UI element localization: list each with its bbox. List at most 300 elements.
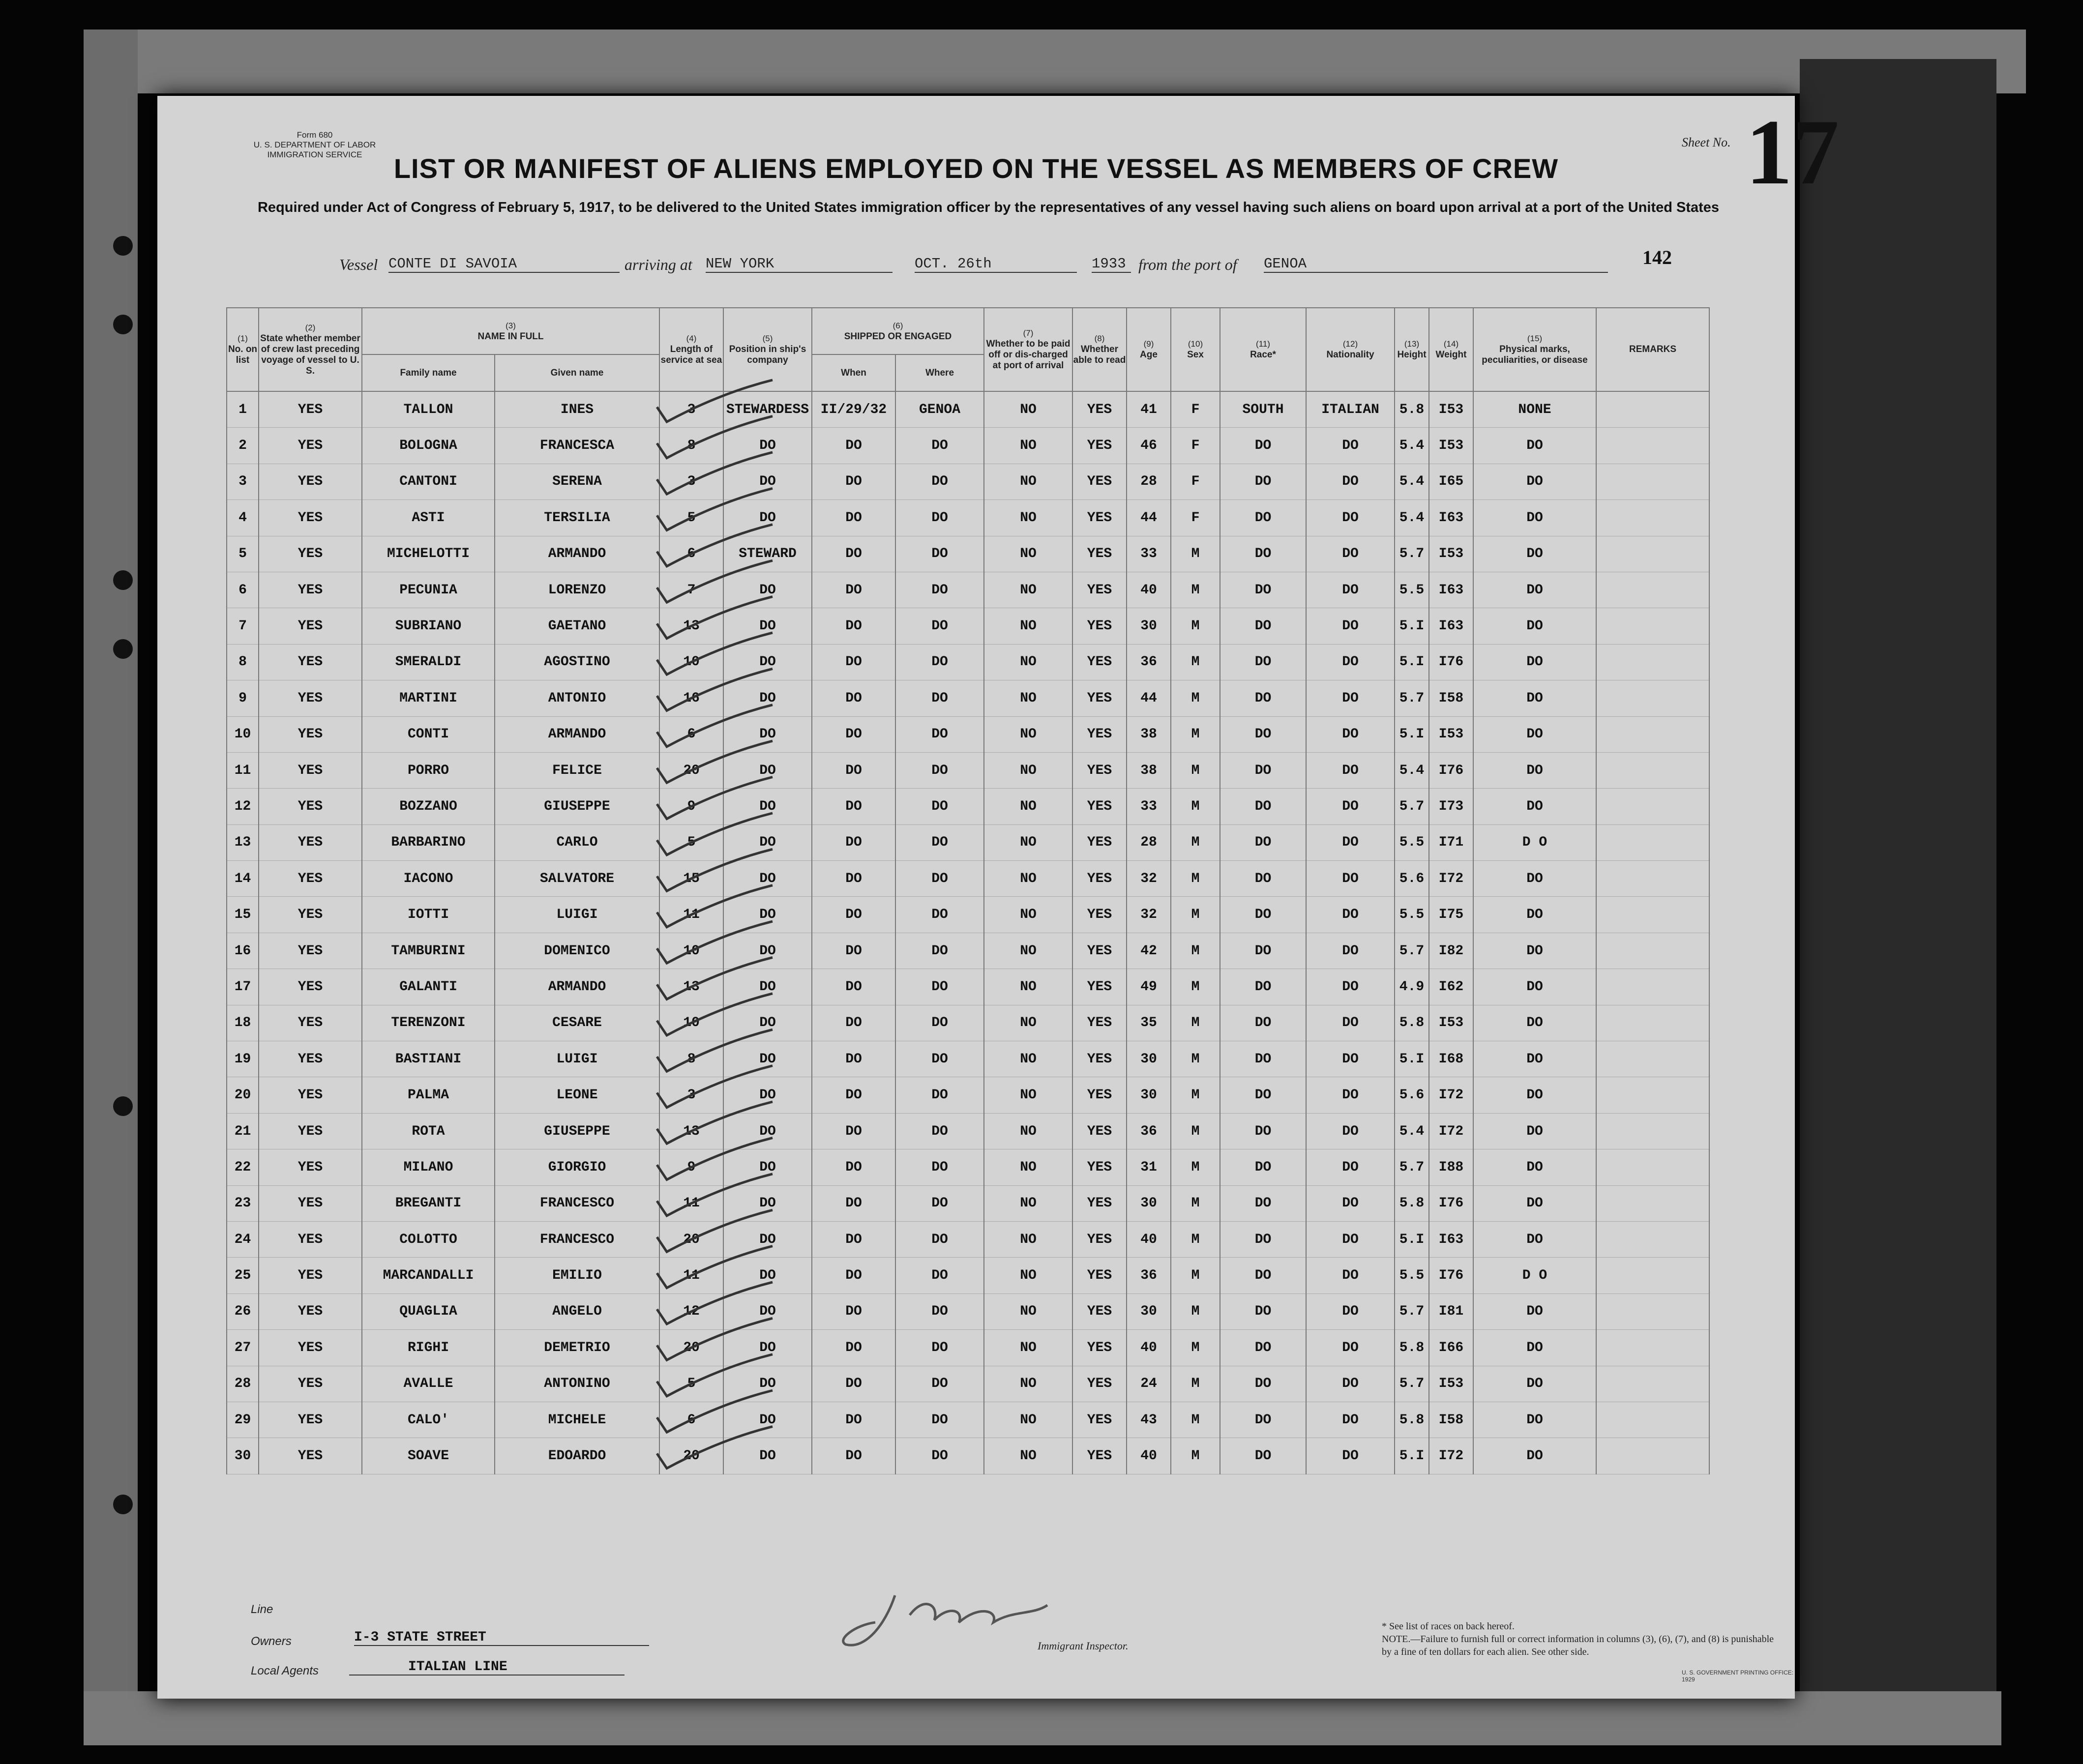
cell-nationality: DO — [1306, 464, 1395, 500]
cell-crew: YES — [259, 1221, 362, 1257]
cell-family: CALO' — [362, 1402, 495, 1438]
cell-weight: I88 — [1429, 1149, 1473, 1185]
cell-sex: M — [1171, 1149, 1220, 1185]
cell-height: 5.7 — [1395, 536, 1429, 572]
cell-race: DO — [1220, 1041, 1306, 1077]
cell-crew: YES — [259, 861, 362, 897]
cell-race: DO — [1220, 572, 1306, 608]
cell-paid: NO — [984, 500, 1072, 536]
cell-read: YES — [1072, 464, 1127, 500]
cell-read: YES — [1072, 1077, 1127, 1113]
cell-sex: M — [1171, 1366, 1220, 1402]
cell-crew: YES — [259, 1041, 362, 1077]
cell-age: 28 — [1127, 464, 1171, 500]
form-number: Form 680 — [297, 130, 333, 140]
cell-family: QUAGLIA — [362, 1294, 495, 1329]
cell-when: DO — [812, 680, 895, 716]
check-mark — [657, 1390, 773, 1432]
cell-given: ANTONINO — [495, 1366, 659, 1402]
cell-paid: NO — [984, 536, 1072, 572]
binder-hole-icon — [113, 1495, 133, 1514]
cell-given: EDOARDO — [495, 1438, 659, 1474]
cell-given: ARMANDO — [495, 536, 659, 572]
vessel-name: CONTE DI SAVOIA — [388, 256, 620, 273]
cell-position: DO — [723, 608, 812, 644]
cell-crew: YES — [259, 933, 362, 969]
cell-position: DO — [723, 572, 812, 608]
cell-when: DO — [812, 1438, 895, 1474]
cell-marks: DO — [1473, 1330, 1596, 1366]
cell-paid: NO — [984, 897, 1072, 933]
cell-service: 10 — [659, 1005, 723, 1041]
cell-weight: I65 — [1429, 464, 1473, 500]
cell-height: 5.8 — [1395, 391, 1429, 428]
cell-marks: DO — [1473, 1366, 1596, 1402]
cell-when: II/29/32 — [812, 391, 895, 428]
cell-where: DO — [895, 933, 984, 969]
cell-height: 5.7 — [1395, 933, 1429, 969]
cell-service: 10 — [659, 644, 723, 680]
cell-age: 49 — [1127, 969, 1171, 1005]
cell-read: YES — [1072, 1438, 1127, 1474]
cell-service: 20 — [659, 1221, 723, 1257]
cell-sex: M — [1171, 1077, 1220, 1113]
cell-age: 32 — [1127, 897, 1171, 933]
cell-marks: NONE — [1473, 391, 1596, 428]
arriving-label: arriving at — [625, 256, 692, 273]
cell-position: DO — [723, 1366, 812, 1402]
cell-position: DO — [723, 428, 812, 464]
cell-read: YES — [1072, 1294, 1127, 1329]
cell-nationality: DO — [1306, 1113, 1395, 1149]
cell-service: 9 — [659, 1149, 723, 1185]
cell-marks: DO — [1473, 789, 1596, 824]
cell-where: DO — [895, 1113, 984, 1149]
cell-marks: DO — [1473, 1041, 1596, 1077]
sheet-number-label: Sheet No. — [1682, 135, 1731, 149]
cell-height: 5.5 — [1395, 897, 1429, 933]
cell-position: DO — [723, 644, 812, 680]
header-given-name: Given name — [495, 354, 659, 391]
cell-paid: NO — [984, 391, 1072, 428]
cell-position: DO — [723, 1330, 812, 1366]
cell-family: MICHELOTTI — [362, 536, 495, 572]
cell-when: DO — [812, 897, 895, 933]
cell-where: DO — [895, 897, 984, 933]
header-no: (1) No. on list — [227, 308, 259, 391]
cell-position: DO — [723, 1258, 812, 1294]
cell-service: 3 — [659, 1077, 723, 1113]
cell-no: 27 — [227, 1330, 259, 1366]
printer-imprint: U. S. GOVERNMENT PRINTING OFFICE: 1929 — [1682, 1669, 1794, 1683]
cell-where: DO — [895, 1185, 984, 1221]
check-mark — [657, 705, 773, 747]
cell-paid: NO — [984, 1402, 1072, 1438]
cell-paid: NO — [984, 572, 1072, 608]
cell-given: TERSILIA — [495, 500, 659, 536]
cell-race: DO — [1220, 824, 1306, 860]
cell-nationality: DO — [1306, 572, 1395, 608]
cell-crew: YES — [259, 1366, 362, 1402]
cell-when: DO — [812, 1258, 895, 1294]
cell-given: CARLO — [495, 824, 659, 860]
cell-family: ASTI — [362, 500, 495, 536]
cell-marks: DO — [1473, 464, 1596, 500]
cell-height: 5.5 — [1395, 572, 1429, 608]
cell-crew: YES — [259, 1149, 362, 1185]
cell-position: DO — [723, 1005, 812, 1041]
cell-where: DO — [895, 1149, 984, 1185]
cell-crew: YES — [259, 1438, 362, 1474]
header-physical-marks: (15) Physical marks, peculiarities, or disease — [1473, 308, 1596, 391]
cell-crew: YES — [259, 680, 362, 716]
cell-where: DO — [895, 969, 984, 1005]
check-mark — [657, 669, 773, 710]
check-mark — [657, 525, 773, 566]
header-name: (3) NAME IN FULL — [362, 308, 659, 354]
cell-weight: I62 — [1429, 969, 1473, 1005]
cell-position: STEWARDESS — [723, 391, 812, 428]
header-race: (11) Race* — [1220, 308, 1306, 391]
cell-paid: NO — [984, 464, 1072, 500]
cell-paid: NO — [984, 933, 1072, 969]
cell-height: 5.8 — [1395, 1330, 1429, 1366]
microfilm-frame-left — [84, 29, 138, 1731]
cell-when: DO — [812, 500, 895, 536]
cell-race: DO — [1220, 680, 1306, 716]
cell-paid: NO — [984, 824, 1072, 860]
cell-age: 28 — [1127, 824, 1171, 860]
cell-nationality: DO — [1306, 861, 1395, 897]
sheet-number: 17 — [1746, 101, 1839, 204]
cell-when: DO — [812, 536, 895, 572]
cell-family: BREGANTI — [362, 1185, 495, 1221]
cell-service: 10 — [659, 933, 723, 969]
cell-read: YES — [1072, 1005, 1127, 1041]
cell-height: 5.4 — [1395, 464, 1429, 500]
cell-family: ROTA — [362, 1113, 495, 1149]
check-mark — [657, 1246, 773, 1288]
check-mark — [657, 1210, 773, 1252]
cell-service: 6 — [659, 536, 723, 572]
cell-nationality: DO — [1306, 680, 1395, 716]
check-mark — [657, 885, 773, 927]
cell-read: YES — [1072, 1113, 1127, 1149]
cell-when: DO — [812, 1330, 895, 1366]
check-mark — [657, 957, 773, 999]
cell-nationality: DO — [1306, 933, 1395, 969]
cell-nationality: DO — [1306, 1294, 1395, 1329]
cell-marks: DO — [1473, 680, 1596, 716]
cell-sex: M — [1171, 608, 1220, 644]
cell-service: 3 — [659, 464, 723, 500]
cell-no: 6 — [227, 572, 259, 608]
cell-height: 5.8 — [1395, 1402, 1429, 1438]
cell-where: DO — [895, 1041, 984, 1077]
header-family-name: Family name — [362, 354, 495, 391]
binder-hole-icon — [113, 570, 133, 590]
origin-port: GENOA — [1264, 256, 1608, 273]
cell-race: DO — [1220, 536, 1306, 572]
cell-age: 33 — [1127, 789, 1171, 824]
cell-read: YES — [1072, 536, 1127, 572]
cell-read: YES — [1072, 572, 1127, 608]
cell-sex: M — [1171, 861, 1220, 897]
cell-when: DO — [812, 752, 895, 788]
check-mark — [657, 1318, 773, 1360]
cell-no: 1 — [227, 391, 259, 428]
cell-age: 35 — [1127, 1005, 1171, 1041]
cell-family: IOTTI — [362, 897, 495, 933]
cell-where: DO — [895, 1077, 984, 1113]
cell-paid: NO — [984, 789, 1072, 824]
cell-race: DO — [1220, 1438, 1306, 1474]
cell-family: RIGHI — [362, 1330, 495, 1366]
cell-race: DO — [1220, 608, 1306, 644]
cell-weight: I82 — [1429, 933, 1473, 969]
cell-height: 5.5 — [1395, 1258, 1429, 1294]
cell-family: SOAVE — [362, 1438, 495, 1474]
cell-position: DO — [723, 1077, 812, 1113]
cell-when: DO — [812, 933, 895, 969]
cell-family: SMERALDI — [362, 644, 495, 680]
cell-weight: I53 — [1429, 716, 1473, 752]
header-remarks: REMARKS — [1596, 308, 1709, 391]
cell-height: 5.I — [1395, 1221, 1429, 1257]
cell-weight: I76 — [1429, 752, 1473, 788]
cell-race: DO — [1220, 1221, 1306, 1257]
cell-nationality: DO — [1306, 608, 1395, 644]
cell-weight: I76 — [1429, 644, 1473, 680]
binder-hole-icon — [113, 236, 133, 256]
cell-family: BASTIANI — [362, 1041, 495, 1077]
cell-when: DO — [812, 1294, 895, 1329]
header-when: When — [812, 354, 895, 391]
cell-marks: DO — [1473, 969, 1596, 1005]
cell-where: DO — [895, 789, 984, 824]
cell-service: 16 — [659, 680, 723, 716]
cell-race: DO — [1220, 933, 1306, 969]
cell-paid: NO — [984, 644, 1072, 680]
cell-position: DO — [723, 1402, 812, 1438]
origin-label: from the port of — [1138, 256, 1237, 273]
check-mark — [657, 416, 773, 458]
agents-label: Local Agents — [251, 1664, 319, 1677]
form-department: U. S. DEPARTMENT OF LABOR — [253, 140, 376, 149]
owners-value: I-3 STATE STREET — [354, 1630, 649, 1646]
cell-weight: I81 — [1429, 1294, 1473, 1329]
check-mark — [657, 994, 773, 1035]
cell-nationality: DO — [1306, 1366, 1395, 1402]
cell-where: DO — [895, 464, 984, 500]
cell-age: 44 — [1127, 500, 1171, 536]
check-mark — [657, 1102, 773, 1144]
cell-where: DO — [895, 428, 984, 464]
cell-race: DO — [1220, 1366, 1306, 1402]
cell-family: BOZZANO — [362, 789, 495, 824]
cell-height: 5.7 — [1395, 680, 1429, 716]
cell-no: 2 — [227, 428, 259, 464]
cell-position: DO — [723, 824, 812, 860]
cell-service: 20 — [659, 752, 723, 788]
cell-paid: NO — [984, 1113, 1072, 1149]
cell-position: DO — [723, 861, 812, 897]
cell-age: 24 — [1127, 1366, 1171, 1402]
cell-when: DO — [812, 716, 895, 752]
cell-age: 32 — [1127, 861, 1171, 897]
cell-position: DO — [723, 1294, 812, 1329]
cell-crew: YES — [259, 644, 362, 680]
cell-nationality: DO — [1306, 824, 1395, 860]
cell-age: 30 — [1127, 1041, 1171, 1077]
cell-sex: M — [1171, 536, 1220, 572]
manifest-sheet — [157, 96, 1839, 1699]
cell-marks: DO — [1473, 536, 1596, 572]
cell-weight: I72 — [1429, 1113, 1473, 1149]
cell-paid: NO — [984, 1005, 1072, 1041]
cell-when: DO — [812, 861, 895, 897]
cell-marks: DO — [1473, 897, 1596, 933]
cell-nationality: DO — [1306, 969, 1395, 1005]
cell-weight: I63 — [1429, 572, 1473, 608]
cell-crew: YES — [259, 500, 362, 536]
manifest-number: 142 — [1642, 246, 1672, 268]
cell-height: 5.I — [1395, 608, 1429, 644]
cell-crew: YES — [259, 1294, 362, 1329]
cell-height: 5.4 — [1395, 428, 1429, 464]
cell-service: 15 — [659, 861, 723, 897]
cell-nationality: DO — [1306, 1402, 1395, 1438]
cell-weight: I72 — [1429, 1077, 1473, 1113]
vessel-label: Vessel — [339, 256, 378, 273]
cell-nationality: DO — [1306, 752, 1395, 788]
cell-service: 11 — [659, 897, 723, 933]
cell-read: YES — [1072, 608, 1127, 644]
cell-marks: DO — [1473, 500, 1596, 536]
cell-where: DO — [895, 500, 984, 536]
cell-height: 5.I — [1395, 1438, 1429, 1474]
cell-nationality: DO — [1306, 1258, 1395, 1294]
cell-read: YES — [1072, 644, 1127, 680]
cell-given: SALVATORE — [495, 861, 659, 897]
cell-height: 5.I — [1395, 716, 1429, 752]
cell-sex: M — [1171, 789, 1220, 824]
cell-weight: I63 — [1429, 608, 1473, 644]
cell-marks: DO — [1473, 1185, 1596, 1221]
cell-crew: YES — [259, 1402, 362, 1438]
cell-given: LEONE — [495, 1077, 659, 1113]
check-mark — [657, 1427, 773, 1469]
cell-family: BARBARINO — [362, 824, 495, 860]
cell-age: 46 — [1127, 428, 1171, 464]
cell-no: 26 — [227, 1294, 259, 1329]
cell-where: DO — [895, 572, 984, 608]
cell-read: YES — [1072, 1402, 1127, 1438]
check-mark — [657, 1174, 773, 1216]
cell-read: YES — [1072, 1041, 1127, 1077]
cell-weight: I72 — [1429, 861, 1473, 897]
cell-sex: M — [1171, 1185, 1220, 1221]
cell-no: 9 — [227, 680, 259, 716]
cell-when: DO — [812, 572, 895, 608]
cell-marks: DO — [1473, 1438, 1596, 1474]
header-height: (13) Height — [1395, 308, 1429, 391]
cell-weight: I53 — [1429, 1005, 1473, 1041]
cell-sex: F — [1171, 464, 1220, 500]
cell-paid: NO — [984, 969, 1072, 1005]
cell-no: 17 — [227, 969, 259, 1005]
cell-position: DO — [723, 1149, 812, 1185]
cell-age: 40 — [1127, 1438, 1171, 1474]
cell-service: 20 — [659, 1438, 723, 1474]
cell-paid: NO — [984, 1221, 1072, 1257]
cell-paid: NO — [984, 1149, 1072, 1185]
cell-crew: YES — [259, 428, 362, 464]
cell-age: 38 — [1127, 716, 1171, 752]
cell-race: DO — [1220, 861, 1306, 897]
cell-read: YES — [1072, 933, 1127, 969]
cell-nationality: DO — [1306, 1221, 1395, 1257]
check-mark — [657, 1354, 773, 1396]
cell-marks: DO — [1473, 933, 1596, 969]
cell-given: LORENZO — [495, 572, 659, 608]
cell-given: ANGELO — [495, 1294, 659, 1329]
cell-family: TERENZONI — [362, 1005, 495, 1041]
cell-nationality: DO — [1306, 644, 1395, 680]
cell-given: EMILIO — [495, 1258, 659, 1294]
header-where: Where — [895, 354, 984, 391]
cell-where: DO — [895, 1438, 984, 1474]
cell-given: FELICE — [495, 752, 659, 788]
arrival-date: OCT. 26th — [915, 256, 1077, 273]
check-mark — [657, 380, 773, 422]
cell-read: YES — [1072, 824, 1127, 860]
cell-paid: NO — [984, 1330, 1072, 1366]
cell-position: DO — [723, 1221, 812, 1257]
cell-no: 24 — [227, 1221, 259, 1257]
cell-family: GALANTI — [362, 969, 495, 1005]
check-mark — [657, 452, 773, 494]
cell-sex: M — [1171, 969, 1220, 1005]
cell-marks: DO — [1473, 572, 1596, 608]
cell-when: DO — [812, 1366, 895, 1402]
cell-nationality: DO — [1306, 1438, 1395, 1474]
cell-given: SERENA — [495, 464, 659, 500]
owners-label: Owners — [251, 1635, 292, 1648]
cell-nationality: DO — [1306, 1077, 1395, 1113]
cell-race: DO — [1220, 1294, 1306, 1329]
races-note: * See list of races on back hereof. — [1382, 1621, 1515, 1632]
cell-service: 3 — [659, 391, 723, 428]
check-mark — [657, 488, 773, 530]
cell-sex: M — [1171, 1330, 1220, 1366]
cell-race: DO — [1220, 1330, 1306, 1366]
cell-crew: YES — [259, 1077, 362, 1113]
cell-paid: NO — [984, 1366, 1072, 1402]
header-crew-status: (2) State whether member of crew last preceding voyage of vessel to U. S. — [259, 308, 362, 391]
inspector-label: Immigrant Inspector. — [1038, 1640, 1129, 1652]
cell-position: DO — [723, 897, 812, 933]
cell-race: DO — [1220, 789, 1306, 824]
cell-weight: I53 — [1429, 1366, 1473, 1402]
check-mark — [657, 1066, 773, 1108]
cell-crew: YES — [259, 789, 362, 824]
cell-read: YES — [1072, 428, 1127, 464]
cell-given: GIUSEPPE — [495, 1113, 659, 1149]
cell-nationality: DO — [1306, 500, 1395, 536]
cell-sex: F — [1171, 500, 1220, 536]
cell-crew: YES — [259, 391, 362, 428]
